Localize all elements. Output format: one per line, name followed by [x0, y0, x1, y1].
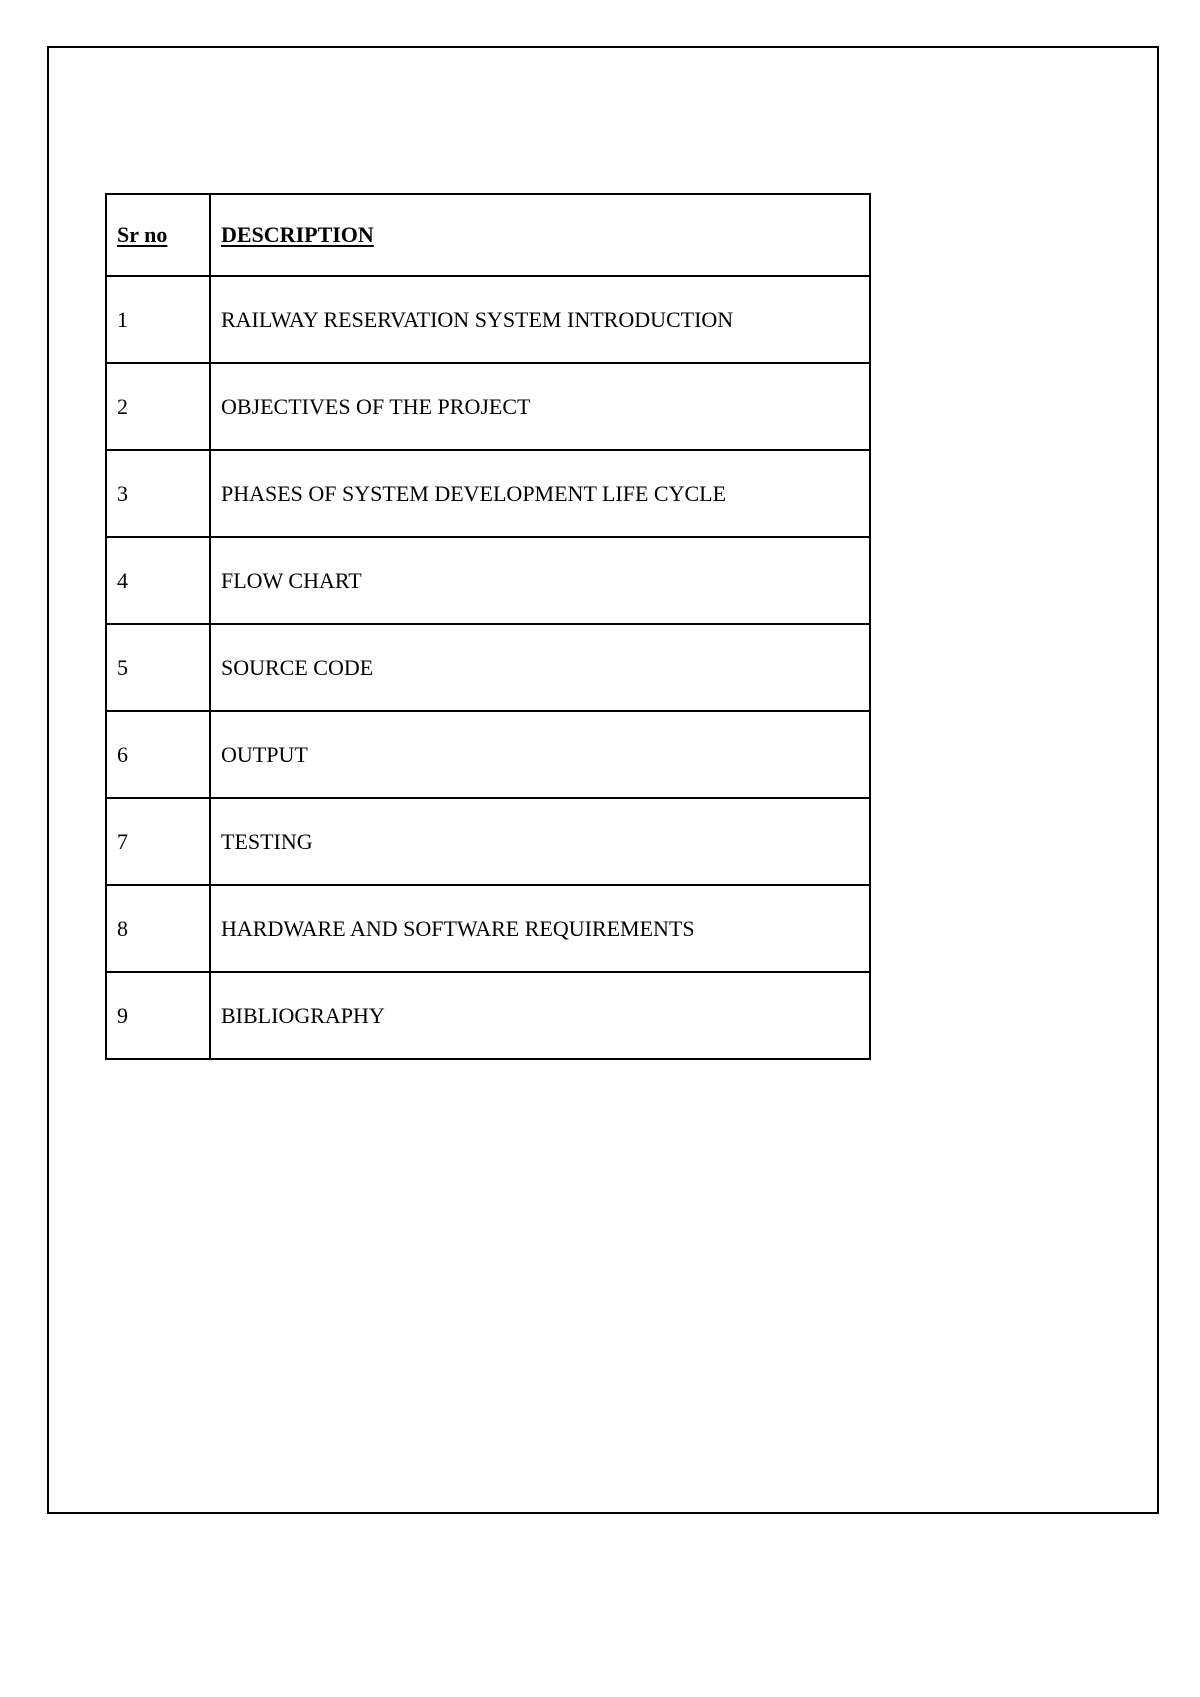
row-number: 8 [106, 885, 210, 972]
header-description-label: DESCRIPTION [221, 222, 374, 247]
table-header-row [106, 194, 870, 276]
table-row [106, 624, 870, 711]
row-number: 5 [106, 624, 210, 711]
table-row [106, 450, 870, 537]
row-description: RAILWAY RESERVATION SYSTEM INTRODUCTION [210, 276, 870, 363]
header-description [210, 194, 870, 276]
row-number: 3 [106, 450, 210, 537]
row-number: 7 [106, 798, 210, 885]
header-sr-no-label: Sr no [117, 222, 168, 247]
row-description: OUTPUT [210, 711, 870, 798]
row-number: 1 [106, 276, 210, 363]
table-row [106, 276, 870, 363]
row-description: OBJECTIVES OF THE PROJECT [210, 363, 870, 450]
table-row [106, 711, 870, 798]
row-description: FLOW CHART [210, 537, 870, 624]
row-number: 4 [106, 537, 210, 624]
table-row [106, 798, 870, 885]
table-row [106, 972, 870, 1059]
table-row [106, 363, 870, 450]
row-number: 2 [106, 363, 210, 450]
table-row [106, 537, 870, 624]
row-description: TESTING [210, 798, 870, 885]
row-description: BIBLIOGRAPHY [210, 972, 870, 1059]
table-of-contents [105, 193, 871, 1060]
table-row [106, 885, 870, 972]
row-description: PHASES OF SYSTEM DEVELOPMENT LIFE CYCLE [210, 450, 870, 537]
row-description: HARDWARE AND SOFTWARE REQUIREMENTS [210, 885, 870, 972]
row-number: 9 [106, 972, 210, 1059]
header-sr-no [106, 194, 210, 276]
row-number: 6 [106, 711, 210, 798]
row-description: SOURCE CODE [210, 624, 870, 711]
